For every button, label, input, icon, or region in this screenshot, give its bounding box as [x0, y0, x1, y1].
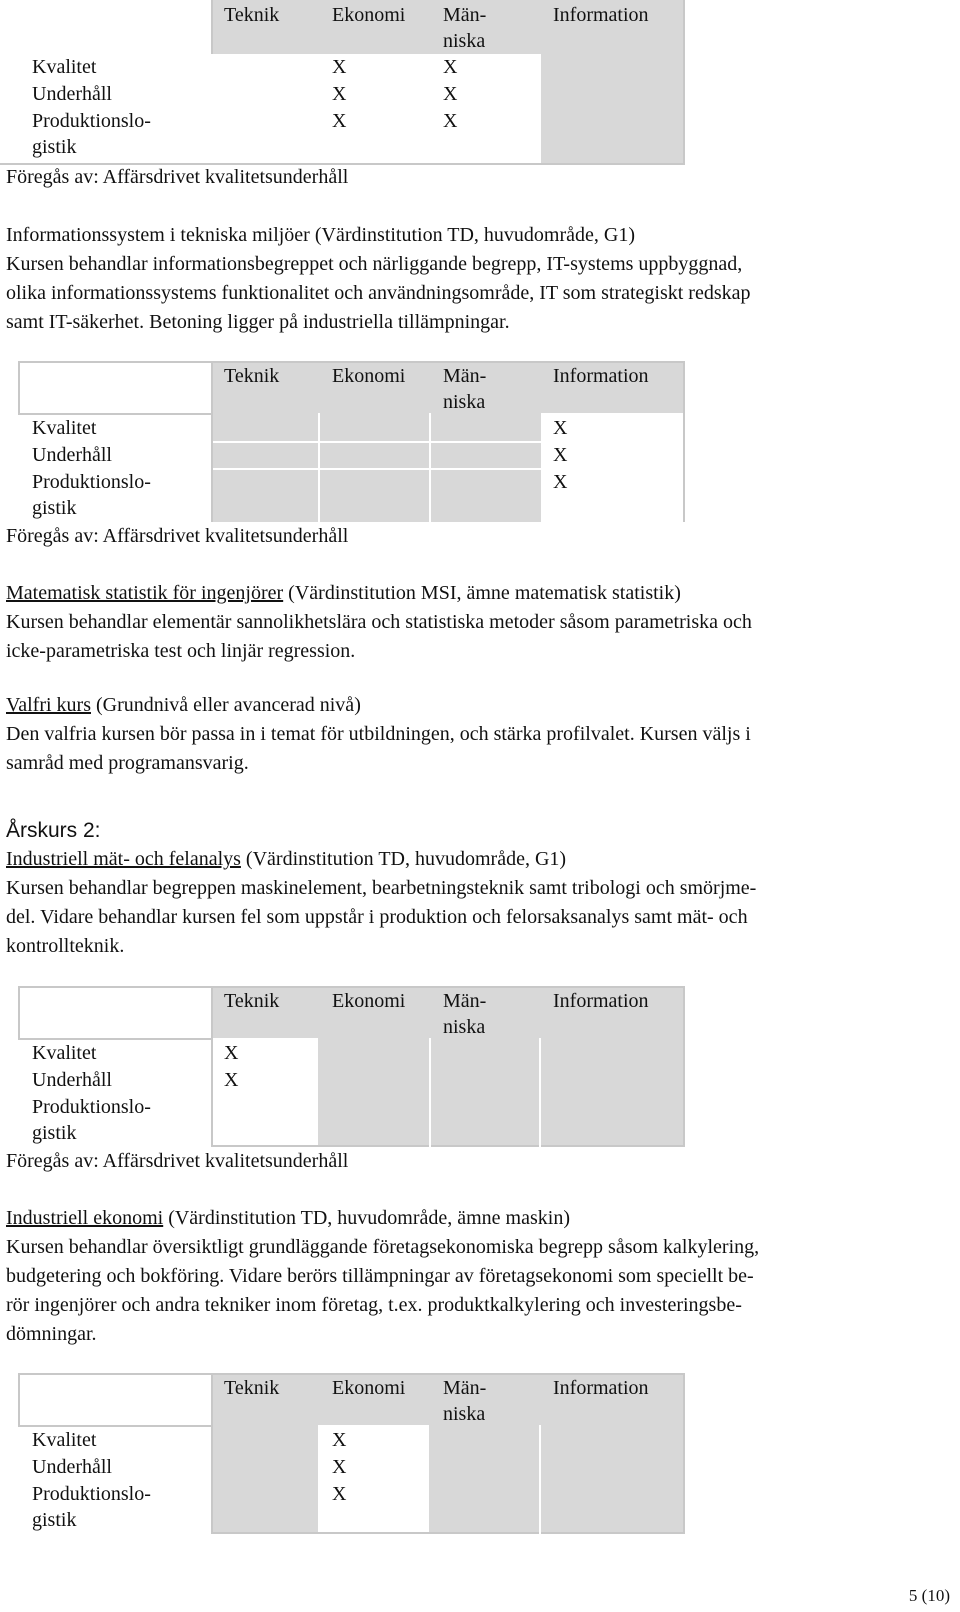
header-manniska-cont: niska [443, 30, 486, 52]
course-matrix-3 [0, 1373, 700, 1534]
course-title-link[interactable]: Valfri kurs [6, 694, 91, 716]
page-number: 5 (10) [908, 1586, 950, 1605]
course-description-line: dömningar. [6, 1323, 97, 1345]
row-label-produktion-cont: gistik [32, 497, 77, 519]
header-information: Information [553, 1377, 649, 1399]
mark-x: X [332, 56, 347, 78]
mark-x: X [553, 444, 568, 466]
row-label-produktion-cont: gistik [32, 136, 77, 158]
course-description-line: Kursen behandlar informationsbegreppet och närliggande begrepp, IT-systems uppbyggnad, [6, 253, 743, 275]
course-valfri-kurs [6, 691, 950, 778]
course-title-link[interactable]: Industriell ekonomi [6, 1207, 164, 1229]
mark-x: X [553, 471, 568, 493]
row-label-produktion-cont: gistik [32, 1122, 77, 1144]
course-matrix-1 [0, 361, 700, 522]
row-label-underhall: Underhåll [32, 1069, 112, 1091]
header-manniska-cont: niska [443, 391, 486, 413]
course-industriell-ekonomi [6, 1204, 950, 1349]
year-heading: Årskurs 2: [6, 819, 101, 842]
header-information: Information [553, 990, 649, 1012]
row-label-produktion: Produktionslo- [32, 1096, 151, 1118]
mark-x: X [443, 110, 458, 132]
row-label-underhall: Underhåll [32, 1456, 112, 1478]
row-label-kvalitet: Kvalitet [32, 1429, 97, 1451]
header-manniska-cont: niska [443, 1403, 486, 1425]
header-teknik: Teknik [224, 990, 280, 1012]
header-teknik: Teknik [224, 1377, 280, 1399]
row-label-produktion-cont: gistik [32, 1509, 77, 1531]
course-description-line: icke-parametriska test och linjär regression. [6, 640, 356, 662]
course-description-line: Kursen behandlar begreppen maskinelement, bearbetningsteknik samt tribologi och smörjme- [6, 877, 757, 899]
course-description-line: samråd med programansvarig. [6, 752, 249, 774]
header-ekonomi: Ekonomi [332, 4, 406, 26]
course-title-link[interactable]: Matematisk statistik för ingenjörer [6, 582, 284, 604]
course-matrix-2 [0, 986, 700, 1147]
header-manniska: Män- [443, 4, 487, 26]
header-information: Information [553, 365, 649, 387]
course-title: Industriell ekonomi (Värdinstitution TD, huvudområde, ämne maskin) [6, 1207, 570, 1229]
mark-x: X [443, 83, 458, 105]
header-teknik: Teknik [224, 365, 280, 387]
course-title-link[interactable]: Industriell mät- och felanalys [6, 848, 241, 870]
header-ekonomi: Ekonomi [332, 990, 406, 1012]
course-description-line: del. Vidare behandlar kursen fel som uppstår i produktion och felorsaksanalys samt mät- och [6, 906, 748, 928]
course-matematisk-statistik [6, 579, 950, 666]
course-matrix-0 [0, 0, 700, 165]
header-ekonomi: Ekonomi [332, 365, 406, 387]
course-title: Matematisk statistik för ingenjörer (Värdinstitution MSI, ämne matematisk statistik) [6, 582, 681, 604]
header-manniska-cont: niska [443, 1016, 486, 1038]
course-description-line: kontrollteknik. [6, 935, 125, 957]
course-title: Industriell mät- och felanalys (Värdinstitution TD, huvudområde, G1) [6, 848, 567, 870]
course-description-line: Kursen behandlar elementär sannolikhetslära och statistiska metoder såsom parametriska och [6, 611, 752, 633]
preceded-by-0: Föregås av: Affärsdrivet kvalitetsunderhåll [6, 166, 349, 188]
mark-x: X [332, 1429, 347, 1451]
preceded-by-1: Föregås av: Affärsdrivet kvalitetsunderhåll [6, 525, 349, 547]
header-manniska: Män- [443, 990, 487, 1012]
header-manniska: Män- [443, 365, 487, 387]
row-label-underhall: Underhåll [32, 83, 112, 105]
mark-x: X [443, 56, 458, 78]
row-label-produktion: Produktionslo- [32, 471, 151, 493]
course-description-line: samt IT-säkerhet. Betoning ligger på industriella tillämpningar. [6, 311, 510, 333]
mark-x: X [332, 83, 347, 105]
course-description-line: rör ingenjörer och andra tekniker inom företag, t.ex. produktkalkylering och investeringsbe- [6, 1294, 742, 1316]
header-manniska: Män- [443, 1377, 487, 1399]
course-title: Valfri kurs (Grundnivå eller avancerad nivå) [6, 694, 361, 716]
course-description-line: Kursen behandlar översiktligt grundläggande företagsekonomiska begrepp såsom kalkylering, [6, 1236, 760, 1258]
row-label-produktion: Produktionslo- [32, 1483, 151, 1505]
preceded-by-2: Föregås av: Affärsdrivet kvalitetsunderhåll [6, 1150, 349, 1172]
course-description-line: budgetering och bokföring. Vidare berörs tillämpningar av företagsekonomi som speciellt be- [6, 1265, 754, 1287]
row-label-kvalitet: Kvalitet [32, 56, 97, 78]
header-ekonomi: Ekonomi [332, 1377, 406, 1399]
course-informationssystem [6, 221, 950, 337]
row-label-kvalitet: Kvalitet [32, 417, 97, 439]
course-title: Informationssystem i tekniska miljöer (Värdinstitution TD, huvudområde, G1) [6, 224, 635, 246]
mark-x: X [224, 1042, 239, 1064]
course-description-line: Den valfria kursen bör passa in i temat för utbildningen, och stärka profilvalet. Kursen väljs i [6, 723, 751, 745]
header-information: Information [553, 4, 649, 26]
mark-x: X [332, 110, 347, 132]
row-label-underhall: Underhåll [32, 444, 112, 466]
course-industriell-mat-felanalys [6, 845, 950, 961]
mark-x: X [224, 1069, 239, 1091]
mark-x: X [332, 1483, 347, 1505]
header-teknik: Teknik [224, 4, 280, 26]
row-label-kvalitet: Kvalitet [32, 1042, 97, 1064]
course-description-line: olika informationssystems funktionalitet och användningsområde, IT som strategiskt redskap [6, 282, 751, 304]
mark-x: X [332, 1456, 347, 1478]
row-label-produktion: Produktionslo- [32, 110, 151, 132]
mark-x: X [553, 417, 568, 439]
